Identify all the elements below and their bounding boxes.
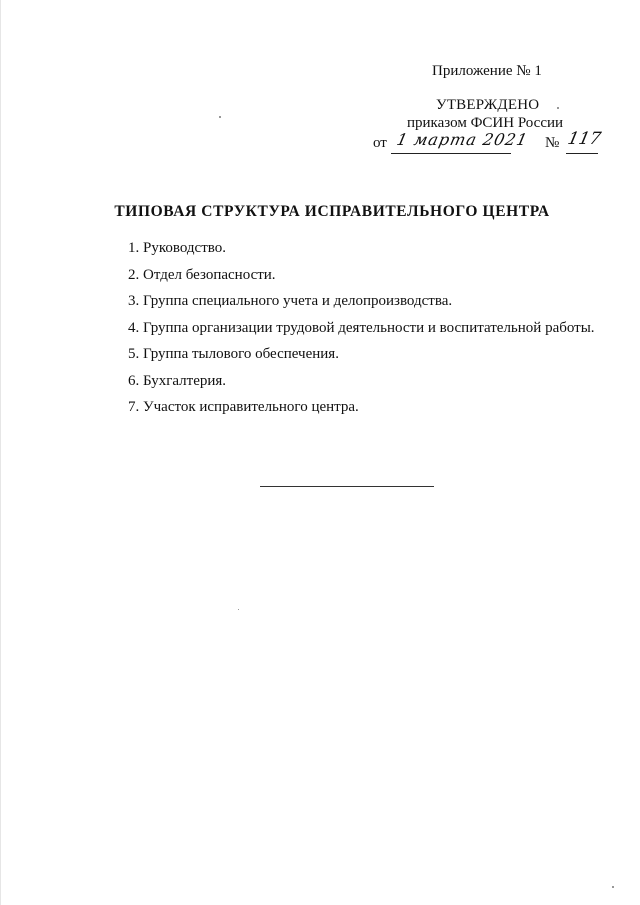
scan-speck — [219, 116, 221, 118]
order-reference — [373, 129, 613, 155]
order-number-handwritten: 117 — [565, 129, 603, 149]
end-divider — [260, 486, 434, 487]
list-item: 7. Участок исправительного центра. — [128, 399, 359, 415]
appendix-label: Приложение № 1 — [432, 63, 542, 79]
number-prefix-label: № — [545, 135, 560, 151]
list-item: 5. Группа тылового обеспечения. — [128, 346, 339, 362]
list-item: 3. Группа специального учета и делопроизводства. — [128, 293, 453, 309]
structure-list — [128, 239, 595, 425]
order-date-field — [391, 130, 530, 154]
list-item: 2. Отдел безопасности. — [128, 266, 276, 283]
order-date-handwritten: 1 марта 2021 — [394, 130, 530, 149]
date-prefix-label: от — [373, 135, 387, 151]
scan-speck — [238, 609, 239, 610]
scan-speck — [612, 886, 614, 888]
document-title: ТИПОВАЯ СТРУКТУРА ИСПРАВИТЕЛЬНОГО ЦЕНТРА — [114, 203, 550, 220]
approved-stamp: УТВЕРЖДЕНО — [436, 97, 540, 113]
scan-speck — [557, 107, 559, 109]
list-item: 1. Руководство. — [128, 240, 226, 256]
order-number-field — [565, 129, 603, 154]
list-item: 6. Бухгалтерия. — [128, 372, 227, 389]
list-item: 4. Группа организации трудовой деятельности и воспитательной работы. — [128, 319, 595, 336]
order-issuer: приказом ФСИН России — [407, 115, 564, 131]
